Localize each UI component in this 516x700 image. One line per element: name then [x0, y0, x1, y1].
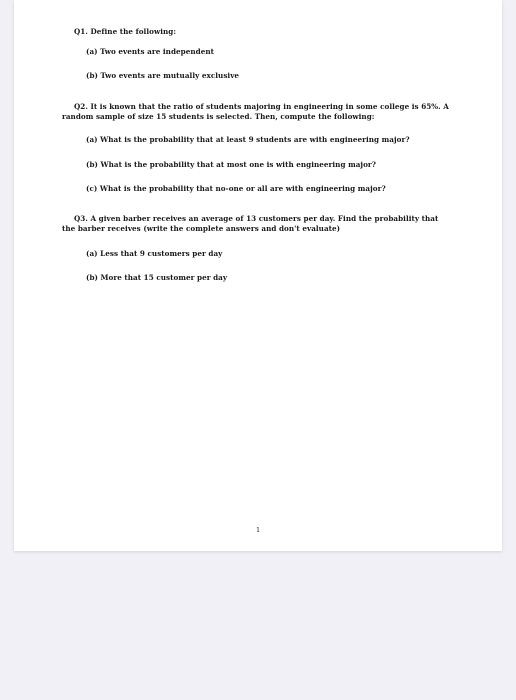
document-page [14, 0, 502, 551]
q2-part-a: (a) What is the probability that at least 9 students are with engineering major? [86, 135, 410, 144]
q3-part-b: (b) More that 15 customer per day [86, 273, 228, 282]
q2-part-b: (b) What is the probability that at most one is with engineering major? [86, 160, 377, 169]
q2-line-2: random sample of size 15 students is selected. Then, compute the following: [62, 112, 375, 121]
q3-line-1: Q3. A given barber receives an average of 13 customers per day. Find the probability that [74, 214, 439, 223]
q2-line-1: Q2. It is known that the ratio of students majoring in engineering in some college is 65%. A [74, 102, 449, 111]
q2-part-c: (c) What is the probability that no-one or all are with engineering major? [86, 184, 386, 193]
q1-part-a: (a) Two events are independent [86, 47, 214, 56]
q3-part-a: (a) Less that 9 customers per day [86, 249, 223, 258]
q1-title: Q1. Define the following: [74, 27, 177, 36]
page-number: 1 [256, 526, 261, 534]
q1-part-b: (b) Two events are mutually exclusive [86, 71, 240, 80]
q3-line-2: the barber receives (write the complete answers and don't evaluate) [62, 224, 341, 233]
